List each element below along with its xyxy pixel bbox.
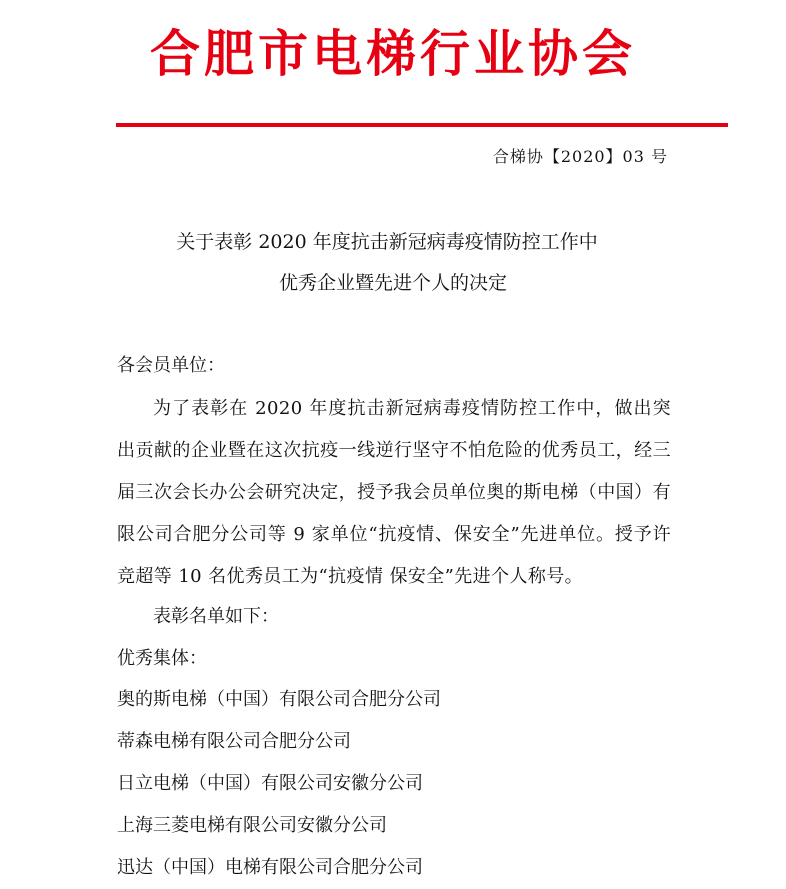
organization-title: 合肥市电梯行业协会 (150, 24, 636, 83)
list-intro: 表彰名单如下： (153, 606, 279, 627)
organization-list-item: 迅达（中国）电梯有限公司合肥分公司 (117, 857, 423, 878)
document-title-line-1: 关于表彰 2020 年度抗击新冠病毒疫情防控工作中 (176, 231, 598, 253)
group-heading: 优秀集体： (117, 648, 207, 669)
decision-paragraph: 为了表彰在 2020 年度抗击新冠病毒疫情防控工作中，做出突出贡献的企业暨在这次抗疫一线逆行坚守不怕危险的优秀员工，经三届三次会长办公会研究决定，授予我会员单位奥的斯电梯（中国）有限公司合肥分公司等 9 家单位“抗疫情、保安全”先进单位。授予许竞超等 10 名优秀员工为“抗疫情 保安全”先进个人称号。 (117, 398, 671, 587)
document-number: 合梯协【2020】03 号 (492, 147, 668, 166)
organization-list-item: 奥的斯电梯（中国）有限公司合肥分公司 (117, 689, 441, 710)
organization-list-item: 蒂森电梯有限公司合肥分公司 (117, 731, 351, 752)
organization-list-item: 上海三菱电梯有限公司安徽分公司 (117, 815, 387, 836)
organization-list (117, 679, 671, 889)
organization-list-item: 日立电梯（中国）有限公司安徽分公司 (117, 773, 423, 794)
document-title-line-2: 优秀企业暨先进个人的决定 (278, 272, 507, 294)
salutation: 各会员单位： (117, 355, 225, 376)
red-divider (116, 123, 728, 127)
